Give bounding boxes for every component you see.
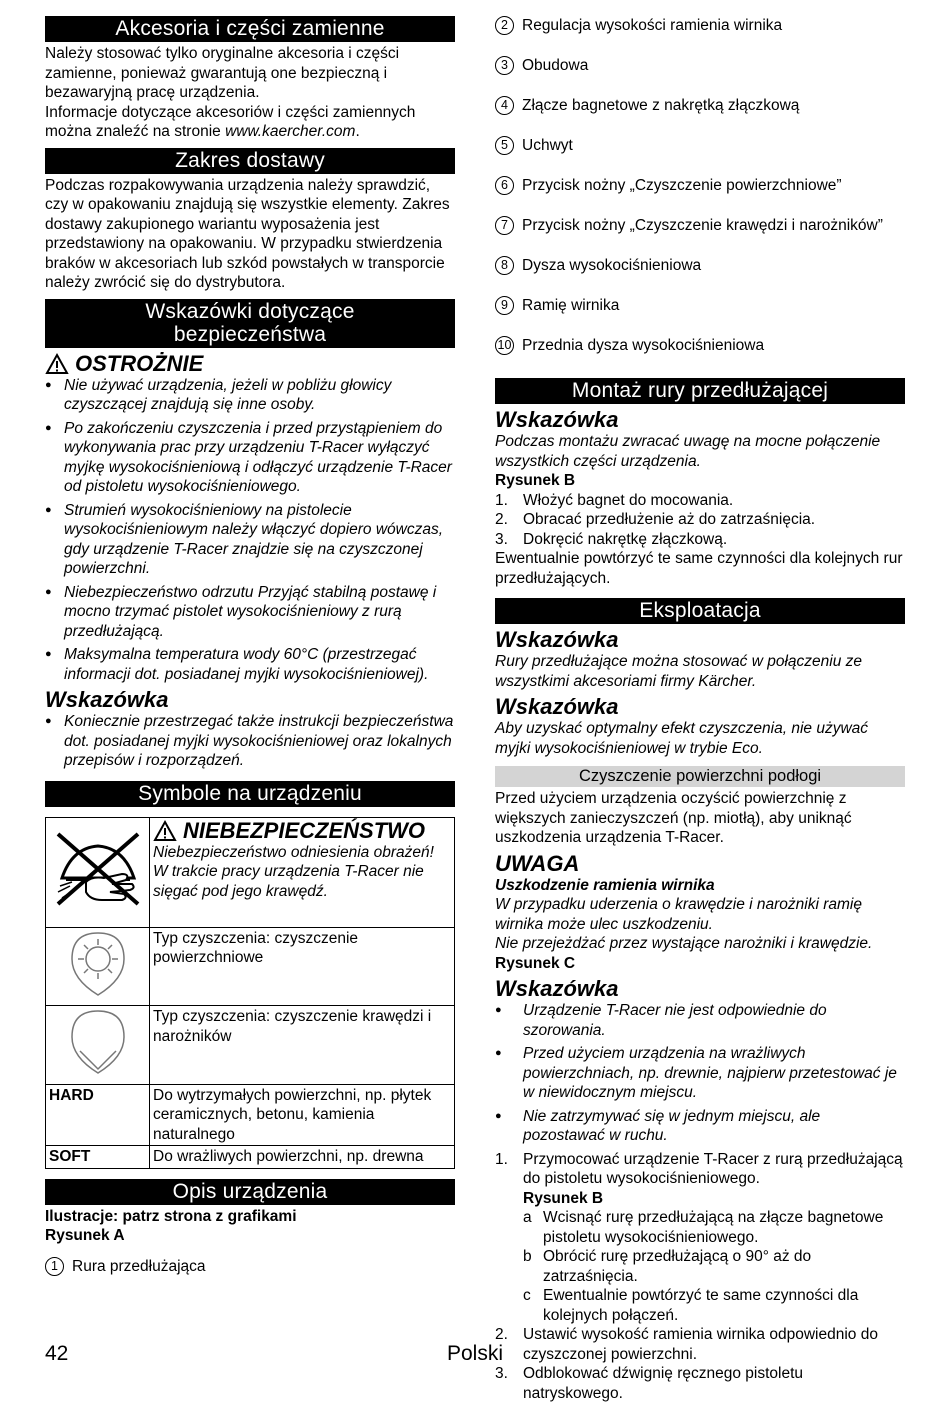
figure-a-label: Rysunek A — [45, 1226, 455, 1246]
hard-label: HARD — [46, 1084, 150, 1146]
note-heading: Wskazówka — [495, 695, 905, 719]
component-label: Regulacja wysokości ramienia wirnika — [522, 16, 782, 36]
sub-steps — [523, 1208, 905, 1325]
caution-list — [45, 376, 455, 685]
floor-cleaning-paragraph: Przed użyciem urządzenia oczyścić powierzchnię z większych zanieczyszczeń (np. miotłą), aby uniknąć uszkodzenia urządzenia T-Racer. — [495, 789, 905, 848]
safety-title-line2: bezpieczeństwa — [45, 323, 455, 346]
mount-after-text: Ewentualnie powtórzyć te same czynności dla kolejnych rur przedłużających. — [495, 549, 905, 588]
note-item: ● Nie zatrzymywać się w jednym miejscu, ale pozostawać w ruchu. — [495, 1107, 905, 1146]
figure-b-label: Rysunek B — [495, 471, 905, 491]
figure-c-label: Rysunek C — [495, 954, 905, 974]
edge-cleaning-icon-cell — [46, 1006, 150, 1085]
note-item: ● Koniecznie przestrzegać także instrukcji bezpieczeństwa dot. posiadanej myjki wysokociśnieniowej oraz lokalnych przepisów i rozporządzeń. — [45, 712, 455, 771]
note-heading: Wskazówka — [45, 688, 455, 712]
component-number: 2 — [495, 16, 514, 35]
section-title-delivery: Zakres dostawy — [45, 148, 455, 174]
soft-text: Do wrażliwych powierzchni, np. drewna — [150, 1146, 455, 1169]
surface-cleaning-icon-cell — [46, 927, 150, 1006]
operation-note1-text: Rury przedłużające można stosować w połączeniu ze wszystkimi akcesoriami firmy Kärcher. — [495, 652, 905, 691]
step-item: 3. Odblokować dźwignię ręcznego pistoletu natryskowego. — [495, 1364, 905, 1403]
note-item: ● Przed użyciem urządzenia na wrażliwych powierzchniach, np. drewnie, najpierw przetestować je w niewidocznym miejscu. — [495, 1044, 905, 1103]
surface-cleaning-text: Typ czyszczenia: czyszczenie powierzchniowe — [150, 927, 455, 1006]
attention-heading: UWAGA — [495, 852, 905, 876]
component-label: Przycisk nożny „Czyszczenie krawędzi i narożników” — [522, 216, 883, 236]
sub-step-item — [523, 1286, 905, 1325]
website-link[interactable]: www.kaercher.com — [225, 123, 355, 140]
soft-label: SOFT — [46, 1146, 150, 1169]
attention-text1: W przypadku uderzenia o krawędzie i narożniki ramię wirnika może ulec uszkodzeniu. — [495, 895, 905, 934]
section-title-safety — [45, 299, 455, 348]
attention-subtitle: Uszkodzenie ramienia wirnika — [495, 876, 905, 896]
component-item — [495, 136, 905, 166]
section-title-symbols: Symbole na urządzeniu — [45, 781, 455, 807]
component-item — [495, 296, 905, 326]
sub-step-text: Wcisnąć rurę przedłużającą na złącze bagnetowe pistoletu wysokociśnieniowego. — [543, 1209, 883, 1246]
accessories-info-text: Informacje dotyczące akcesoriów i części zamiennych można znaleźć na stronie — [45, 104, 415, 141]
step-item: 2. Obracać przedłużenie aż do zatrzaśnięcia. — [495, 510, 905, 530]
step-item: 1. Przymocować urządzenie T-Racer z rurą przedłużającą do pistoletu wysokociśnieniowego. Rysunek B a Wcisnąć rurę przedłużającą na złącze bagnetowe pistoletu wysokociśnieniowego. b Obrócić rurę przedłużającą o 90° aż do zatrzaśnięcia. c Ewentualnie powtórzyć te same czynności dla kolejnych połączeń. — [495, 1150, 905, 1326]
component-number: 9 — [495, 296, 514, 315]
component-number: 10 — [495, 336, 514, 355]
step-item: 2. Ustawić wysokość ramienia wirnika odpowiednio do czyszczonej powierzchni. — [495, 1325, 905, 1364]
component-item — [495, 56, 905, 86]
section-title-extension-mount: Montaż rury przedłużającej — [495, 378, 905, 404]
component-item — [495, 336, 905, 366]
caution-heading — [45, 352, 455, 376]
component-number: 1 — [45, 1257, 64, 1276]
caution-label: OSTROŻNIE — [75, 352, 203, 376]
component-label: Przednia dysza wysokociśnieniowa — [522, 336, 764, 356]
step-text: Odblokować dźwignię ręcznego pistoletu natryskowego. — [523, 1365, 803, 1402]
step-item: 3. Dokręcić nakrętkę złączkową. — [495, 530, 905, 550]
step-item: 1. Włożyć bagnet do mocowania. — [495, 491, 905, 511]
mount-steps — [495, 491, 905, 550]
section-title-accessories: Akcesoria i części zamienne — [45, 16, 455, 42]
step-text: Ustawić wysokość ramienia wirnika odpowiednio do czyszczonej powierzchni. — [523, 1326, 878, 1363]
component-number: 8 — [495, 256, 514, 275]
sub-step-item — [523, 1247, 905, 1286]
component-item — [495, 16, 905, 46]
table-row — [46, 1006, 455, 1085]
component-number: 5 — [495, 136, 514, 155]
warning-triangle-icon — [45, 353, 69, 375]
accessories-info — [45, 103, 455, 142]
caution-item: ● Niebezpieczeństwo odrzutu Przyjąć stabilną postawę i mocno trzymać pistolet wysokociśnieniowy z rurą przedłużającą. — [45, 583, 455, 642]
section-title-operation: Eksploatacja — [495, 598, 905, 624]
step-text: Obracać przedłużenie aż do zatrzaśnięcia. — [523, 511, 815, 528]
sub-step-letter: c — [523, 1286, 531, 1306]
table-row — [46, 817, 455, 927]
sub-step-letter: a — [523, 1208, 532, 1228]
operation-steps — [495, 1150, 905, 1403]
note-heading: Wskazówka — [495, 628, 905, 652]
caution-item: ● Nie używać urządzenia, jeżeli w pobliżu głowicy czyszczącej znajdują się inne osoby. — [45, 376, 455, 415]
surface-cleaning-icon — [68, 929, 128, 999]
edge-cleaning-icon — [68, 1007, 128, 1077]
table-row — [46, 1146, 455, 1169]
component-number: 7 — [495, 216, 514, 235]
table-row — [46, 1084, 455, 1146]
component-item — [495, 256, 905, 286]
component-number: 3 — [495, 56, 514, 75]
caution-item: ● Po zakończeniu czyszczenia i przed przystąpieniem do wykonywania prac przy urządzeniu T-Racer wyłączyć myjkę wysokociśnieniową i odłączyć urządzenie T-Racer od pistoletu wysokociśnieniowego. — [45, 419, 455, 497]
note-list — [45, 712, 455, 771]
step-text: Przymocować urządzenie T-Racer z rurą przedłużającą do pistoletu wysokociśnieniowego. — [523, 1151, 903, 1188]
accessories-paragraph: Należy stosować tylko oryginalne akcesoria i części zamienne, ponieważ gwarantują one bezpieczną i bezawaryjną pracę urządzenia. — [45, 44, 455, 103]
step-text: Dokręcić nakrętkę złączkową. — [523, 531, 727, 548]
step-text: Włożyć bagnet do mocowania. — [523, 492, 733, 509]
note-heading: Wskazówka — [495, 408, 905, 432]
no-hand-under-edge-icon — [52, 828, 144, 910]
component-label: Rura przedłużająca — [72, 1257, 206, 1277]
safety-title-line1: Wskazówki dotyczące — [45, 300, 455, 323]
danger-text: Niebezpieczeństwo odniesienia obrażeń! W trakcie pracy urządzenia T-Racer nie sięgać pod jego krawędź. — [153, 843, 451, 902]
accessories-info-end: . — [355, 123, 359, 140]
sub-step-text: Obrócić rurę przedłużającą o 90° aż do zatrzaśnięcia. — [543, 1248, 811, 1285]
note-heading: Wskazówka — [495, 977, 905, 1001]
component-label: Złącze bagnetowe z nakrętką złączkową — [522, 96, 799, 116]
component-number: 4 — [495, 96, 514, 115]
operation-note2-text: Aby uzyskać optymalny efekt czyszczenia, nie używać myjki wysokociśnieniowej w trybie Eco. — [495, 719, 905, 758]
component-list — [495, 16, 905, 366]
danger-cell — [150, 817, 455, 927]
step-figure-b-label: Rysunek B — [523, 1189, 905, 1209]
mount-note-text: Podczas montażu zwracać uwagę na mocne połączenie wszystkich części urządzenia. — [495, 432, 905, 471]
table-row — [46, 927, 455, 1006]
delivery-paragraph: Podczas rozpakowywania urządzenia należy sprawdzić, czy w opakowaniu znajdują się wszystkie elementy. Zakres dostawy zakupionego wariantu wyposażenia jest przedstawiony na opakowaniu. W przypadku stwierdzenia braków w akcesoriach lub szkód powstałych w transporcie należy zwrócić się do dystrybutora. — [45, 176, 455, 293]
edge-cleaning-text: Typ czyszczenia: czyszczenie krawędzi i narożników — [150, 1006, 455, 1085]
component-item — [45, 1252, 455, 1282]
symbols-table — [45, 817, 455, 1169]
component-item — [495, 176, 905, 206]
illustrations-note: Ilustracje: patrz strona z grafikami — [45, 1207, 455, 1227]
sub-step-text: Ewentualnie powtórzyć te same czynności dla kolejnych połączeń. — [543, 1287, 858, 1324]
component-label: Ramię wirnika — [522, 296, 619, 316]
left-column — [45, 16, 455, 1282]
danger-heading — [153, 819, 451, 843]
warning-triangle-icon — [153, 820, 177, 842]
sub-step-item — [523, 1208, 905, 1247]
component-item — [495, 96, 905, 126]
component-number: 6 — [495, 176, 514, 195]
subsection-title-floor-cleaning: Czyszczenie powierzchni podłogi — [495, 766, 905, 787]
danger-label: NIEBEZPIECZEŃSTWO — [183, 819, 425, 843]
language-label: Polski — [447, 1344, 503, 1364]
section-title-description: Opis urządzenia — [45, 1179, 455, 1205]
component-label: Przycisk nożny „Czyszczenie powierzchniowe” — [522, 176, 842, 196]
component-item — [495, 216, 905, 246]
page-number: 42 — [45, 1344, 68, 1364]
component-label: Uchwyt — [522, 136, 573, 156]
note-item: ● Urządzenie T-Racer nie jest odpowiednie do szorowania. — [495, 1001, 905, 1040]
sub-step-letter: b — [523, 1247, 532, 1267]
right-column — [495, 16, 905, 1403]
attention-text2: Nie przejeżdżać przez wystające narożniki i krawędzie. — [495, 934, 905, 954]
hard-text: Do wytrzymałych powierzchni, np. płytek ceramicznych, betonu, kamienia naturalnego — [150, 1084, 455, 1146]
component-label: Dysza wysokociśnieniowa — [522, 256, 701, 276]
hand-danger-icon-cell — [46, 817, 150, 927]
component-label: Obudowa — [522, 56, 588, 76]
operation-note-list — [495, 1001, 905, 1146]
caution-item: ● Strumień wysokociśnieniowy na pistolecie wysokociśnieniowym należy włączyć dopiero wówczas, gdy urządzenie T-Racer znajdzie się na czyszczonej powierzchni. — [45, 501, 455, 579]
caution-item: ● Maksymalna temperatura wody 60°C (przestrzegać informacji dot. posiadanej myjki wysokociśnieniowej). — [45, 645, 455, 684]
